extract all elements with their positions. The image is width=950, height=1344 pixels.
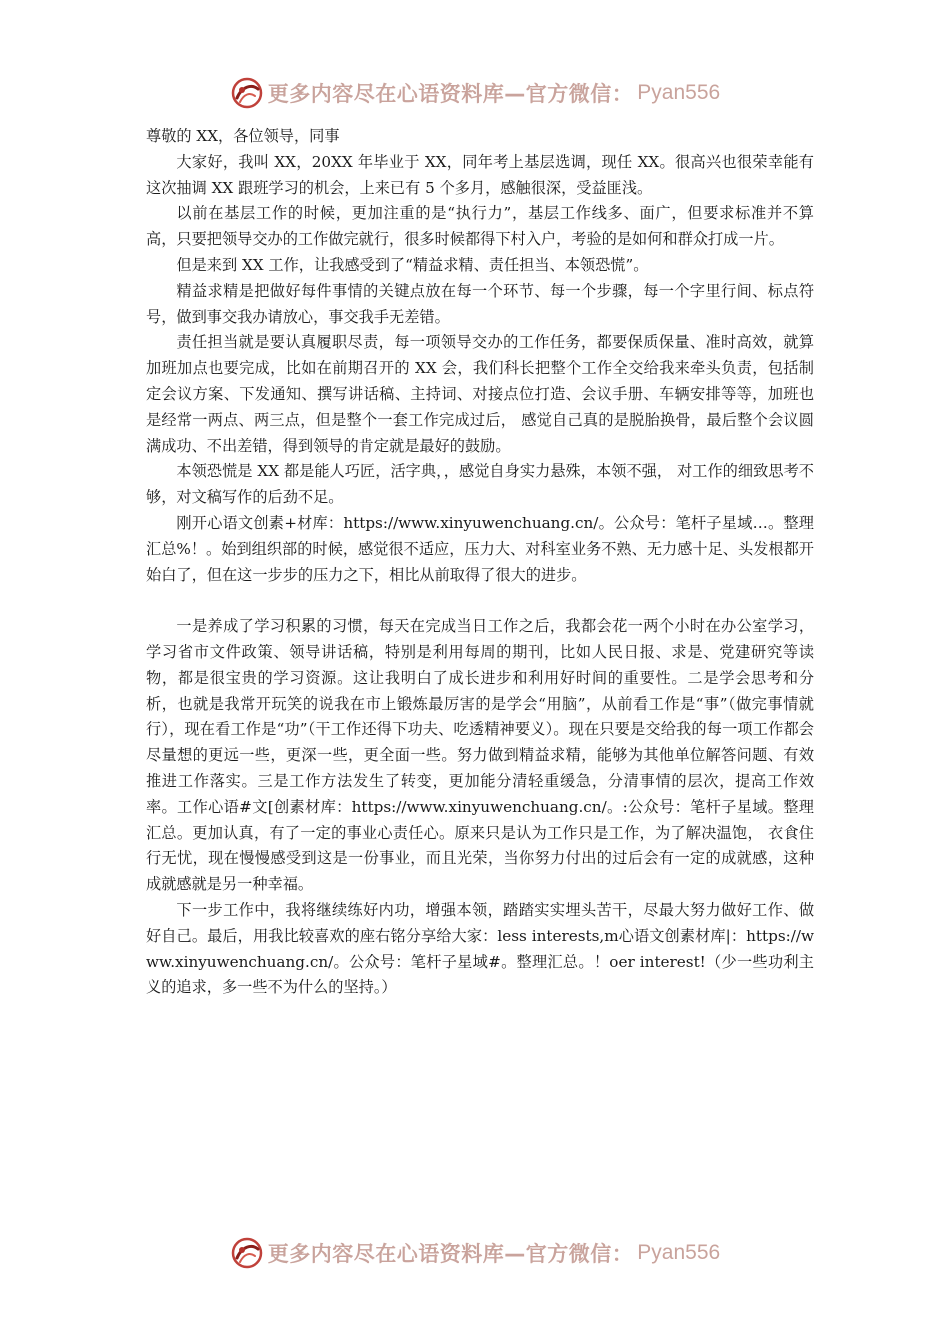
salutation: 尊敬的 XX，各位领导，同事 [146, 127, 340, 145]
paragraph: 一是养成了学习积累的习惯，每天在完成当日工作之后，我都会花一两个小时在办公室学习，学习省市文件政策、领导讲话稿，特别是利用每周的期刊，比如人民日报、求是、党建研究等读物，都是很宝贵的学习资源。这让我明白了成长进步和利用好时间的重要性。二是学会思考和分析，也就是我常开玩笑的说我在市上锻炼最厉害的是学会“用脑”，从前看工作是“事”（做完事情就行），现在看工作是“功”（干工作还得下功夫、吃透精神要义）。现在只要是交给我的每一项工作都会尽量想的更远一些，更深一些，更全面一些。努力做到精益求精，能够为其他单位解答问题、有效推进工作落实。三是工作方法发生了转变，更加能分清轻重缓急，分清事情的层次，提高工作效率。工作心语#文[创素材库：https://www.xinyuwenchuang.cn/。:公众号：笔杆子星域。整理汇总。更加认真，有了一定的事业心责任心。原来只是认为工作只是工作，为了解决温饱， 衣食住行无忧，现在慢慢感受到这是一份事业，而且光荣，当你努力付出的过后会有一定的成就感，这种成就感就是另一种幸福。 [146, 617, 814, 894]
banner-text: 更多内容尽在心语资料库—官方微信： [267, 82, 634, 106]
banner-wechat-id: Pyan556 [637, 81, 721, 104]
paragraph: 以前在基层工作的时候，更加注重的是“执行力”，基层工作线多、面广，但要求标准并不算高，只要把领导交办的工作做完就行，很多时候都得下村入户，考验的是如何和群众打成一片。 [146, 204, 814, 249]
paragraph: 大家好，我叫 XX，20XX 年毕业于 XX，同年考上基层选调，现任 XX。很高兴也很荣幸能有这次抽调 XX 跟班学习的机会，上来已有 5 个多月，感触很深，受益匪浅。 [146, 152, 814, 197]
header-banner [0, 73, 950, 113]
logo-icon [230, 76, 264, 110]
paragraph: 下一步工作中，我将继续练好内功，增强本领，踏踏实实埋头苦干，尽最大努力做好工作、做好自己。最后，用我比较喜欢的座右铭分享给大家：less interests,m心语文创素材库|：https://www.xinyuwenchuang.cn/。公众号：笔杆子星域#。整理汇总。！oer interest!（少一些功利主义的追求，多一些不为什么的坚持。） [146, 900, 814, 997]
paragraph: 精益求精是把做好每件事情的关键点放在每一个环节、每一个步骤，每一个字里行间、标点符号，做到事交我办请放心，事交我手无差错。 [146, 281, 814, 326]
banner-text: 更多内容尽在心语资料库—官方微信： [267, 1242, 634, 1266]
paragraph: 本领恐慌是 XX 都是能人巧匠，活字典，，感觉自身实力悬殊，本领不强， 对工作的细致思考不够，对文稿写作的后劲不足。 [146, 462, 814, 507]
footer-banner [0, 1233, 950, 1273]
logo-icon [230, 1236, 264, 1270]
paragraph: 但是来到 XX 工作，让我感受到了“精益求精、责任担当、本领恐慌”。 [176, 255, 649, 274]
banner-wechat-id: Pyan556 [637, 1241, 721, 1264]
paragraph: 责任担当就是要认真履职尽责，每一项领导交办的工作任务，都要保质保量、准时高效，就算加班加点也要完成，比如在前期召开的 XX 会，我们科长把整个工作全交给我来牵头负责，包括制定会议方案、下发通知、撰写讲话稿、主持词、对接点位打造、会议手册、车辆安排等等，加班也是经常一两点、两三点，但是整个一套工作完成过后， 感觉自己真的是脱胎换骨，最后整个会议圆满成功、不出差错，得到领导的肯定就是最好的鼓励。 [146, 333, 814, 455]
paragraph: 刚开心语文创素+材库：https://www.xinyuwenchuang.cn/。公众号：笔杆子星域…。整理汇总%！。始到组织部的时候，感觉很不适应，压力大、对科室业务不熟、无力感十足、头发根都开始白了，但在这一步步的压力之下，相比从前取得了很大的进步。 [146, 513, 814, 584]
document-body [146, 124, 814, 1001]
